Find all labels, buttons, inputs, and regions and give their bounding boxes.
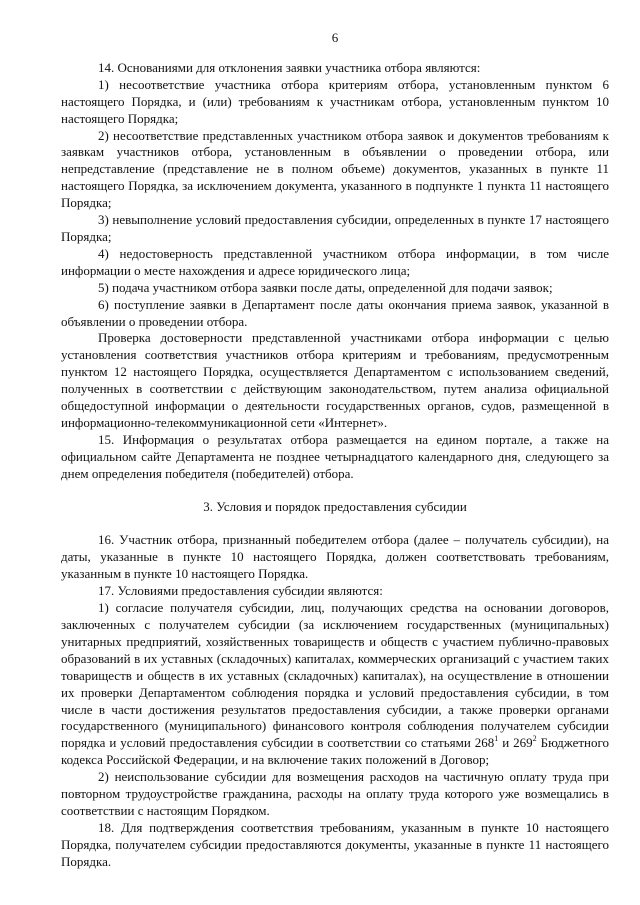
- clause-14-item-3: 3) невыполнение условий предоставления субсидии, определенных в пункте 17 настоящего Порядка;: [61, 212, 609, 244]
- superscript-1: 1: [494, 734, 499, 744]
- clause-14-item-5: 5) подача участником отбора заявки после даты, определенной для подачи заявок;: [98, 279, 553, 295]
- superscript-2: 2: [532, 734, 537, 744]
- clause-17-item-2: 2) неиспользование субсидии для возмещения расходов на частичную оплату труда при повторном трудоустройстве гражданина, расходы на оплату труда которого уже возмещались в соответствии с настоящим Порядком.: [61, 769, 609, 818]
- clause-17-item-1-text-b: и 269: [498, 735, 533, 751]
- section-heading: 3. Условия и порядок предоставления субсидии: [203, 498, 467, 514]
- clause-17-item-1-text-c: Бюджетного кодекса Российской Федерации, и на включение таких положений в Договор;: [61, 735, 609, 768]
- clause-16: 16. Участник отбора, признанный победителем отбора (далее – получатель субсидии), на даты, указанные в пункте 10 настоящего Порядка, должен соответствовать требованиям, указанным в пункте 10 настоящего Порядка.: [61, 532, 609, 582]
- clause-14: 14. Основаниями для отклонения заявки участника отбора являются:: [98, 59, 481, 75]
- clause-18: 18. Для подтверждения соответствия требованиям, указанным в пункте 10 настоящего Порядка, получателем субсидии предоставляются документы, указанные в пункте 11 настоящего Порядка.: [61, 819, 609, 869]
- verification-paragraph: Проверка достоверности представленной участниками отбора информации с целью установления соответствия участников отбора критериям и требованиям, предусмотренным пунктом 12 настоящего Порядка, осуществляется Департаментом с использованием сведений, полученных в соответствии с действующим законодательством, путем анализа официальной общедоступной информации о деятельности государственных органов, судов, размещенной в информационно-телекоммуникационной сети «Интернет».: [61, 330, 609, 430]
- clause-15: 15. Информация о результатах отбора размещается на едином портале, а также на официальном сайте Департамента не позднее четырнадцатого календарного дня, следующего за днем определения победителя (победителей) отбора.: [61, 431, 609, 481]
- clause-17: 17. Условиями предоставления субсидии являются:: [98, 583, 383, 599]
- clause-14-item-4: 4) недостоверность представленной участником отбора информации, в том числе информации о месте нахождения и адресе юридического лица;: [61, 245, 609, 278]
- page-number: 6: [331, 30, 339, 45]
- clause-14-item-6: 6) поступление заявки в Департамент после даты окончания приема заявок, указанной в объявлении о проведении отбора.: [61, 296, 609, 329]
- clause-17-item-1: [61, 600, 609, 769]
- clause-14-item-1: 1) несоответствие участника отбора критериям отбора, установленным пунктом 6 настоящего Порядка, и (или) требованиям к участникам отбора, установленным пунктом 10 настоящего Порядка;: [61, 76, 609, 126]
- clause-17-item-1-text-a: 1) согласие получателя субсидии, лиц, получающих средства на основании договоров, заключенных с получателем субсидии (за исключением государственных (муниципальных) унитарных предприятий, хозяйственных товариществ и обществ с участием публично-правовых образований в их уставных (складочных) капиталах, коммерческих организаций с участием таких товариществ и обществ в их уставных (складочных) капиталах), на осуществление в отношении их проверки Департаментом соблюдения порядка и условий предоставления субсидии, в том числе в части достижения результатов предоставления субсидии, а также проверки органами государственного (муниципального) финансового контроля соблюдения получателем субсидии порядка и условий предоставления субсидии в соответствии со статьями 268: [61, 600, 609, 751]
- clause-14-item-2: 2) несоответствие представленных участником отбора заявок и документов требованиям к заявкам участников отбора, установленным в объявлении о проведении отбора, или непредставление (представление не в полном объеме) документов, указанных в пункте 11 настоящего Порядка, за исключением документа, указанного в подпункте 1 пункта 11 настоящего Порядка;: [61, 127, 609, 211]
